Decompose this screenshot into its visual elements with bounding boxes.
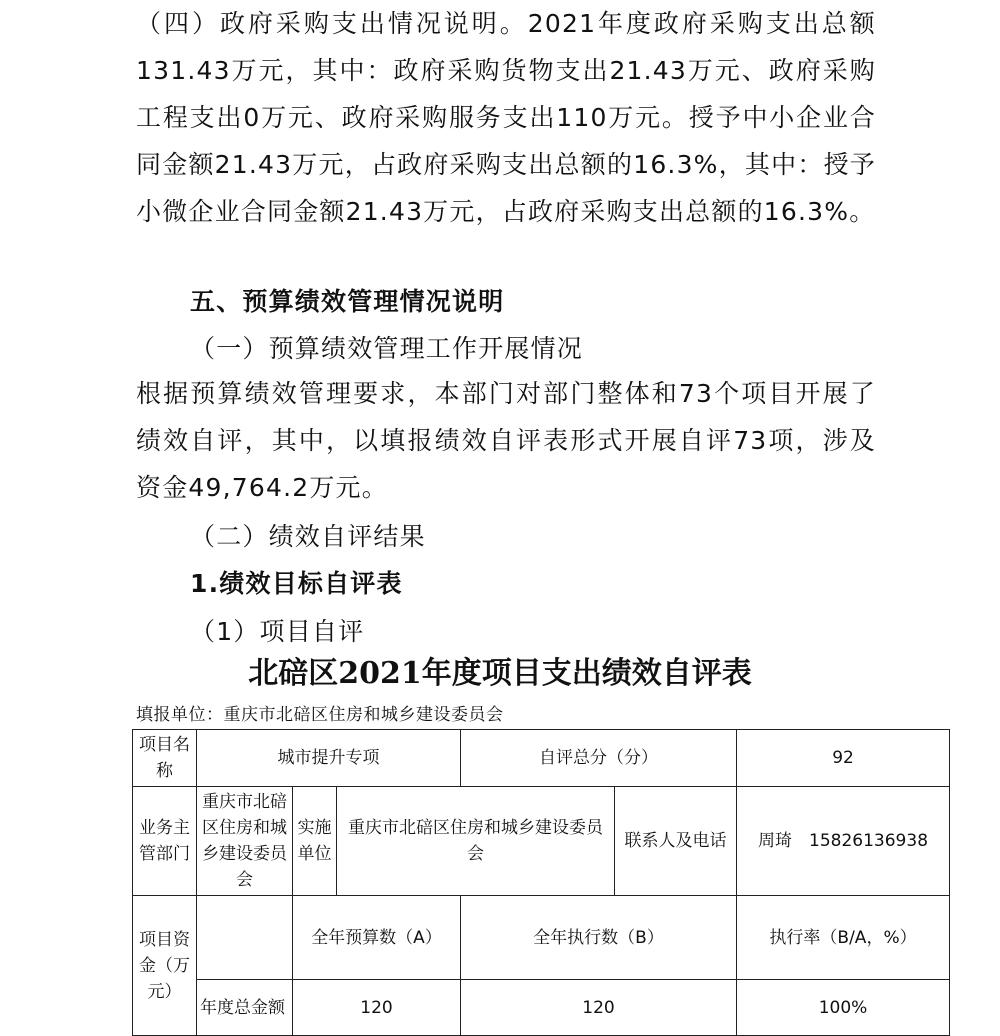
total-rate: 100% bbox=[737, 980, 950, 1036]
sub1-body: 根据预算绩效管理要求，本部门对部门整体和73个项目开展了绩效自评，其中，以填报绩效自评表形式开展自评73项，涉及资金49,764.2万元。 bbox=[136, 379, 876, 502]
blank-cell bbox=[197, 896, 293, 980]
performance-table bbox=[132, 729, 950, 1036]
item1-sub: （1）项目自评 bbox=[190, 617, 365, 646]
contact-label: 联系人及电话 bbox=[615, 787, 737, 896]
section5-heading: 五、预算绩效管理情况说明 bbox=[190, 287, 505, 316]
total-budget: 120 bbox=[293, 980, 461, 1036]
reporting-unit: 填报单位：重庆市北碚区住房和城乡建设委员会 bbox=[136, 705, 504, 725]
dept-value: 重庆市北碚区住房和城乡建设委员会 bbox=[197, 787, 293, 896]
score-value: 92 bbox=[737, 730, 950, 787]
sub1-heading: （一）预算绩效管理工作开展情况 bbox=[190, 334, 584, 363]
procurement-paragraph: （四）政府采购支出情况说明。2021年度政府采购支出总额131.43万元，其中：政府采购货物支出21.43万元、政府采购工程支出0万元、政府采购服务支出110万元。授予中小企业合同金额21.43万元，占政府采购支出总额的16.3%，其中：授予小微企业合同金额21.43万元，占政府采购支出总额的16.3%。 bbox=[136, 9, 876, 226]
score-label: 自评总分（分） bbox=[461, 730, 737, 787]
contact-value: 周琦 15826136938 bbox=[737, 787, 950, 896]
project-name-label: 项目名称 bbox=[133, 730, 197, 787]
impl-value: 重庆市北碚区住房和城乡建设委员会 bbox=[337, 787, 615, 896]
impl-label: 实施单位 bbox=[293, 787, 337, 896]
dept-label: 业务主管部门 bbox=[133, 787, 197, 896]
total-label: 年度总金额 bbox=[197, 980, 293, 1036]
sub2-heading: （二）绩效自评结果 bbox=[190, 522, 426, 551]
table-title: 北碚区2021年度项目支出绩效自评表 bbox=[248, 656, 752, 691]
project-name: 城市提升专项 bbox=[197, 730, 461, 787]
budget-header: 全年预算数（A） bbox=[293, 896, 461, 980]
total-exec: 120 bbox=[461, 980, 737, 1036]
item1-heading: 1.绩效目标自评表 bbox=[190, 569, 403, 598]
funds-label: 项目资金（万元） bbox=[133, 896, 197, 1036]
rate-header: 执行率（B/A，%） bbox=[737, 896, 950, 980]
exec-header: 全年执行数（B） bbox=[461, 896, 737, 980]
